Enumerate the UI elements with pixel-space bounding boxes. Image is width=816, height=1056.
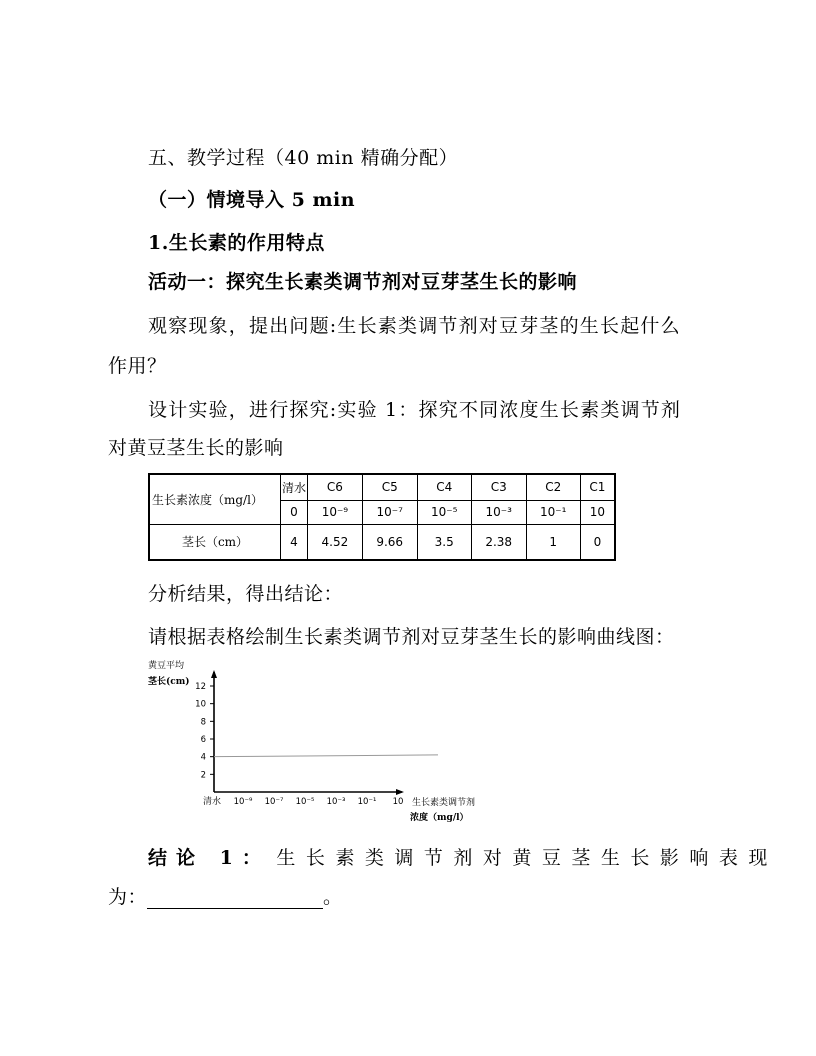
concentration-cell: 10⁻⁵ bbox=[417, 500, 471, 524]
chart-series bbox=[214, 755, 438, 757]
group-header: C5 bbox=[362, 474, 417, 500]
y-tick-label: 12 bbox=[195, 682, 206, 692]
subsection-title: （一）情境导入 5 min bbox=[148, 189, 356, 211]
x-tick-label: 10⁻⁵ bbox=[295, 797, 315, 807]
x-tick-label: 10⁻³ bbox=[326, 797, 346, 807]
length-cell: 2.38 bbox=[471, 524, 526, 560]
concentration-cell: 10 bbox=[580, 500, 615, 524]
group-header: C1 bbox=[580, 474, 615, 500]
concentration-cell: 10⁻¹ bbox=[526, 500, 580, 524]
group-header: 清水 bbox=[281, 474, 308, 500]
concentration-cell: 0 bbox=[281, 500, 308, 524]
x-axis-label-line-1: 生长素类调节剂 bbox=[412, 798, 476, 808]
concentration-cell: 10⁻⁹ bbox=[308, 500, 363, 524]
series-line bbox=[214, 755, 438, 757]
activity-title: 活动一：探究生长素类调节剂对豆芽茎生长的影响 bbox=[148, 271, 578, 293]
x-axis-label-line-2: 浓度（mg/l） bbox=[410, 813, 469, 823]
data-table bbox=[148, 473, 616, 561]
y-tick-label: 6 bbox=[200, 735, 206, 745]
point-title: 1.生长素的作用特点 bbox=[148, 232, 325, 254]
length-cell: 4 bbox=[281, 524, 308, 560]
length-cell: 0 bbox=[580, 524, 615, 560]
row-header-length: 茎长（cm） bbox=[149, 524, 281, 560]
section-title: 五、教学过程（40 min 精确分配） bbox=[148, 147, 459, 169]
conclusion-prefix: 为： bbox=[108, 886, 148, 908]
concentration-cell: 10⁻⁷ bbox=[362, 500, 417, 524]
y-tick-label: 2 bbox=[200, 770, 206, 781]
y-axis-label-line-2: 茎长(cm) bbox=[148, 677, 190, 687]
x-ticks bbox=[203, 795, 403, 807]
y-axis-label-line-1: 黄豆平均 bbox=[148, 661, 185, 671]
conclusion-end: 。 bbox=[323, 886, 343, 908]
length-cell: 9.66 bbox=[362, 524, 417, 560]
x-tick-label: 10⁻⁹ bbox=[233, 797, 253, 807]
x-tick-label: 10 bbox=[392, 797, 404, 807]
group-header: C4 bbox=[417, 474, 471, 500]
y-tick-label: 4 bbox=[200, 752, 206, 763]
conclusion-text: 生长素类调节剂对黄豆茎生长影响表现 bbox=[276, 847, 778, 869]
paragraph-2-line-1: 设计实验，进行探究:实验 1：探究不同浓度生长素类调节剂 bbox=[148, 399, 682, 421]
group-header: C2 bbox=[526, 474, 580, 500]
paragraph-1-line-1: 观察现象，提出问题:生长素类调节剂对豆芽茎的生长起什么 bbox=[148, 315, 681, 337]
x-axis-arrow bbox=[396, 789, 404, 795]
growth-chart bbox=[140, 652, 520, 832]
length-cell: 1 bbox=[526, 524, 580, 560]
y-tick-label: 10 bbox=[195, 699, 206, 710]
length-cell: 4.52 bbox=[308, 524, 363, 560]
draw-instruction: 请根据表格绘制生长素类调节剂对豆芽茎生长的影响曲线图： bbox=[148, 626, 675, 648]
group-header: C6 bbox=[308, 474, 363, 500]
group-header: C3 bbox=[471, 474, 526, 500]
x-tick-label: 清水 bbox=[202, 797, 222, 807]
answer-blank[interactable] bbox=[147, 890, 323, 909]
x-tick-label: 10⁻¹ bbox=[357, 797, 377, 807]
conclusion-line-1 bbox=[148, 843, 778, 870]
x-tick-label: 10⁻⁷ bbox=[264, 797, 284, 807]
paragraph-2-line-2: 对黄豆茎生长的影响 bbox=[108, 437, 284, 459]
concentration-cell: 10⁻³ bbox=[471, 500, 526, 524]
length-cell: 3.5 bbox=[417, 524, 471, 560]
y-ticks bbox=[195, 682, 214, 780]
y-tick-label: 8 bbox=[200, 717, 206, 728]
conclusion-line-2 bbox=[108, 882, 343, 909]
row-header-concentration: 生长素浓度（mg/l） bbox=[149, 474, 281, 524]
paragraph-1-line-2: 作用？ bbox=[108, 355, 167, 377]
chart-axes bbox=[211, 670, 404, 795]
conclusion-label: 结论 1： bbox=[148, 847, 270, 869]
y-axis-arrow bbox=[211, 670, 217, 678]
analysis-text: 分析结果，得出结论： bbox=[148, 583, 344, 605]
